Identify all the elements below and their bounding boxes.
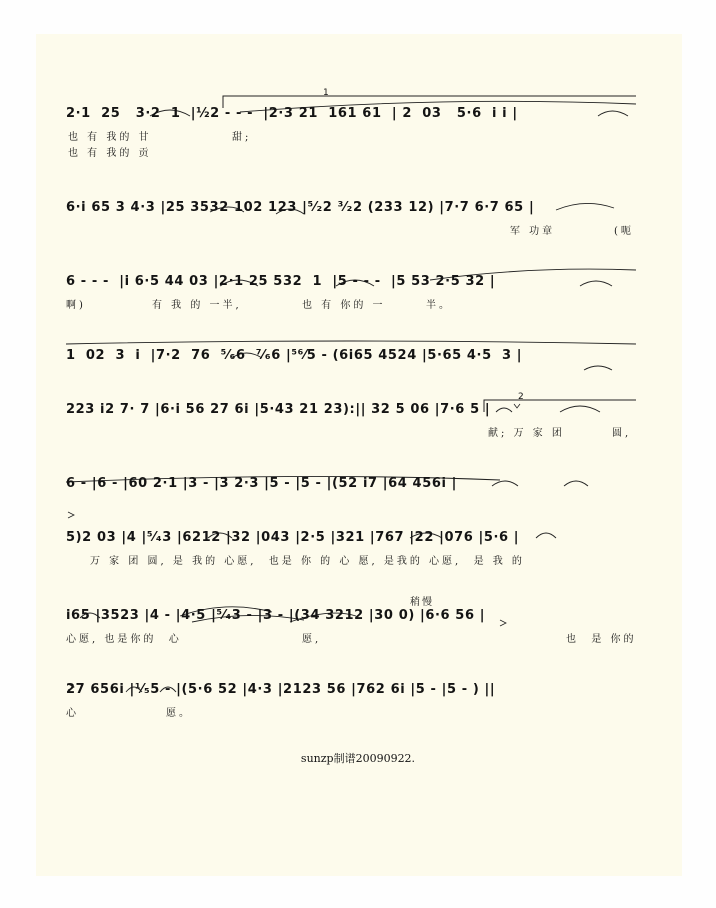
notation-row: 5)2 03 |4 |⁵⁄₄3 |6212 |32 |043 |2·5 |321 |767 |22 |076 |5·6 | bbox=[66, 530, 520, 545]
notation-row: 6 - - - |i 6·5 44 03 |2·1 25 532 1 |5 - - - |5 53 2·5 32 | bbox=[66, 274, 496, 289]
accent-marks bbox=[68, 404, 520, 690]
notation-row: 6 - |6 - |60 2·1 |3 - |3 2·3 |5 - |5 - |(52 i7 |64 456i | bbox=[66, 476, 458, 491]
notation-row: 27 656i |¹⁄₅5 - |(5·6 52 |4·3 |2123 56 |762 6i |5 - |5 - ) || bbox=[66, 682, 496, 697]
lyric-text: 甜; bbox=[232, 132, 252, 143]
lyric-text: 军 功章 bbox=[510, 226, 556, 237]
lyric-text: 也 有 我的 甘 bbox=[68, 132, 152, 143]
notation-row: i65 |3523 |4 - |4·5 |⁵⁄₄3 - |3 - |(34 3212 |30 0) |6·6 56 | bbox=[66, 608, 486, 623]
lyric-text: 也 有 你的 一 bbox=[302, 300, 386, 311]
lyric-text: 献; 万 家 团 bbox=[488, 428, 565, 439]
notation-row: 223 i2 7· 7 |6·i 56 27 6i |5·43 21 23):|| 32 5 06 |7·6 5 | bbox=[66, 402, 491, 417]
lyric-text: 万 家 团 圆, 是 我的 心愿, 也是 你 的 心 愿, 是我的 心愿, 是 我 的 bbox=[90, 556, 525, 567]
lyric-text: (呃 bbox=[614, 226, 634, 237]
notation-row: 6·i 65 3 4·3 |25 3532 102 123 |⁵⁄₂2 ³⁄₂2 (233 12) |7·7 6·7 65 | bbox=[66, 200, 535, 215]
volta-1-label: 1 bbox=[323, 88, 329, 98]
lyric-text: 心 bbox=[66, 708, 79, 719]
slurs bbox=[66, 101, 636, 692]
lyric-text: 心愿, 也是你的 心 bbox=[66, 634, 182, 645]
lyric-text: 有 我 的 一半, bbox=[152, 300, 242, 311]
notation-row: 2·1 25 3·2 1 |½2 - - - |2·3 21 161 61 | 2 03 5·6 i i | bbox=[66, 106, 518, 121]
lyric-text: 啊) bbox=[66, 300, 86, 311]
volta-2-label: 2 bbox=[518, 392, 524, 402]
lyric-text: 也 有 我的 贡 bbox=[68, 148, 152, 159]
lyric-text: 愿。 bbox=[166, 708, 192, 719]
tempo-mark: 稍慢 bbox=[410, 597, 434, 608]
lyric-text: 圆, bbox=[612, 428, 632, 439]
lyric-text: 也 是 你的 bbox=[566, 634, 637, 645]
lyric-text: 半。 bbox=[426, 300, 452, 311]
credit-line: sunzp制谱20090922. bbox=[300, 752, 416, 765]
lyric-text: 愿, bbox=[302, 634, 322, 645]
notation-row: 1 02 3 i |7·2 76 ⁵⁄₆6 ⁷⁄₆6 |⁵⁶⁄5 - (6i65 4524 |5·65 4·5 3 | bbox=[66, 348, 523, 363]
